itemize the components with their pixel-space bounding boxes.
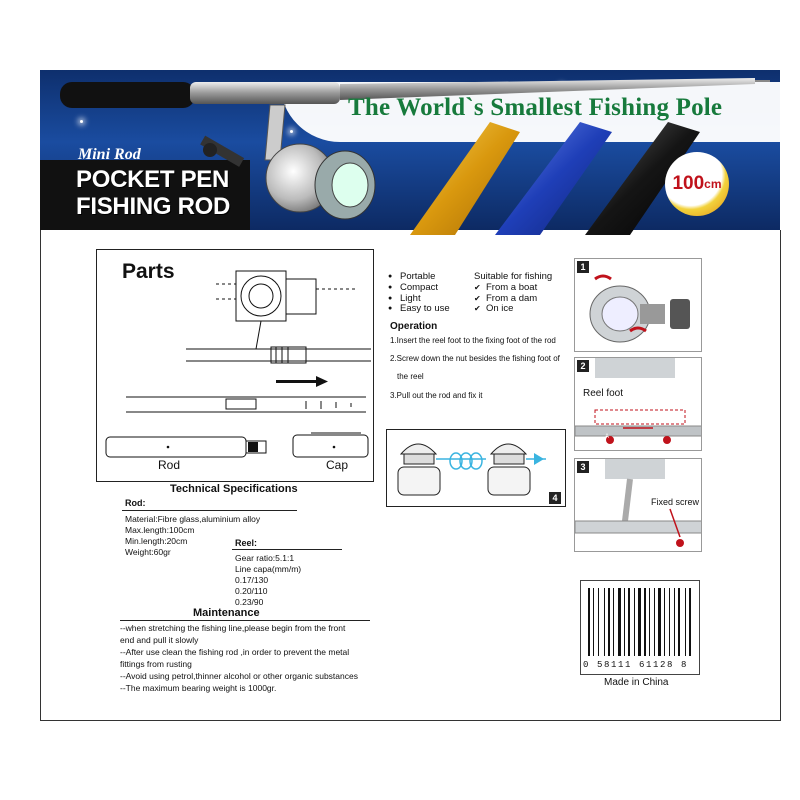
frame-left xyxy=(40,230,41,720)
barcode-bar xyxy=(638,588,641,656)
fixed-screw-label: Fixed screw xyxy=(651,497,700,507)
maintenance-line: fittings from rusting xyxy=(120,659,192,669)
product-title-line1: POCKET PEN xyxy=(76,166,230,193)
rod-spec-item: Min.length:20cm xyxy=(125,536,188,546)
parts-diagram xyxy=(96,249,374,482)
step2-photo xyxy=(574,357,702,451)
barcode-bar xyxy=(658,588,661,656)
size-unit: cm xyxy=(704,177,722,191)
step1-number: 1 xyxy=(577,261,589,273)
operation-step: 3.Pull out the rod and fix it xyxy=(390,391,483,400)
marker-a-label: A xyxy=(605,434,610,440)
barcode-bar xyxy=(689,588,691,656)
step2-number: 2 xyxy=(577,360,589,372)
frame-right xyxy=(780,230,781,720)
suitable-title: Suitable for fishing xyxy=(474,271,553,282)
step1-reel-image xyxy=(575,259,702,352)
barcode-bar xyxy=(608,588,610,656)
barcode-bar xyxy=(628,588,630,656)
rod-spec-item: Max.length:100cm xyxy=(125,525,195,535)
barcode-bar xyxy=(649,588,650,656)
operation-step: 2.Screw down the nut besides the fishing foot of xyxy=(390,354,560,363)
maintenance-line: end and pull it slowly xyxy=(120,635,199,645)
maintenance-line: --Avoid using petrol,thinner alcohol or other organic substances xyxy=(120,671,358,681)
maintenance-line: --After use clean the fishing rod ,in order to prevent the metal xyxy=(120,647,350,657)
suitable-item: ✔ From a boat xyxy=(474,283,552,294)
size-value: 100 xyxy=(672,173,705,194)
barcode-bar xyxy=(624,588,625,656)
barcode-bar xyxy=(685,588,686,656)
feature-item: ● Light xyxy=(388,294,450,305)
gold-pen-illustration xyxy=(410,122,520,235)
barcode-bar xyxy=(588,588,590,656)
suitable-list xyxy=(474,272,552,315)
step1-photo xyxy=(574,258,702,352)
barcode-bar xyxy=(664,588,665,656)
operation-title: Operation xyxy=(390,321,438,332)
barcode-bar xyxy=(604,588,605,656)
maintenance-line: --The maximum bearing weight is 1000gr. xyxy=(120,683,277,693)
maintenance-title: Maintenance xyxy=(193,607,260,619)
step3-photo xyxy=(574,458,702,552)
step4-number: 4 xyxy=(549,492,561,504)
rod-specs-rule xyxy=(122,510,297,511)
step2-reel-image xyxy=(575,358,702,451)
barcode-image xyxy=(588,588,692,658)
slogan-heading: The World`s Smallest Fishing Pole xyxy=(348,94,723,121)
reel-spec-item: Gear ratio:5.1:1 xyxy=(235,553,295,563)
feature-item: ● Portable xyxy=(388,272,450,283)
rod-specs-title: Rod: xyxy=(125,498,146,508)
maintenance-line: --when stretching the fishing line,please begin from the front xyxy=(120,623,346,633)
made-in-label: Made in China xyxy=(604,677,669,688)
barcode-bar xyxy=(618,588,621,656)
barcode-bar xyxy=(669,588,670,656)
reel-specs-rule xyxy=(232,549,342,550)
reel-spec-item: 0.20/110 xyxy=(235,586,268,596)
suitable-item: ✔ From a dam xyxy=(474,294,552,305)
operation-step: the reel xyxy=(397,372,424,381)
reel-spec-item: 0.17/130 xyxy=(235,575,269,585)
reel-foot-label: Reel foot xyxy=(583,388,624,399)
rod-label: Rod xyxy=(158,458,181,472)
features-list xyxy=(388,272,450,315)
product-subtitle: Mini Rod xyxy=(78,146,141,163)
size-badge xyxy=(665,152,729,216)
maintenance-rule xyxy=(120,620,370,621)
rod-spec-item: Weight:60gr xyxy=(125,547,171,557)
specs-title: Technical Specifications xyxy=(170,483,298,495)
barcode-bar xyxy=(613,588,614,656)
barcode-digits: 0 58111 61128 8 xyxy=(583,660,689,670)
barcode-bar xyxy=(598,588,599,656)
feature-item: ● Easy to use xyxy=(388,304,450,315)
feature-item: ● Compact xyxy=(388,283,450,294)
barcode-bar xyxy=(678,588,680,656)
reel-specs-title: Reel: xyxy=(235,538,258,548)
barcode-bar xyxy=(634,588,635,656)
reel-spec-item: 0.23/90 xyxy=(235,597,264,607)
suitable-item: ✔ On ice xyxy=(474,304,552,315)
barcode-bar xyxy=(593,588,594,656)
frame-bottom xyxy=(40,720,781,721)
parts-title: Parts xyxy=(122,260,175,283)
reel-spec-item: Line capa(mm/m) xyxy=(235,564,302,574)
operation-step: 1.Insert the reel foot to the fixing foot of the rod xyxy=(390,336,556,345)
step3-number: 3 xyxy=(577,461,589,473)
barcode-bar xyxy=(674,588,675,656)
step4-diagram xyxy=(386,429,566,507)
barcode-bar xyxy=(654,588,655,656)
cap-label: Cap xyxy=(326,458,349,472)
rod-spec-item: Material:Fibre glass,aluminium alloy xyxy=(125,514,261,524)
barcode-bar xyxy=(644,588,646,656)
product-title-line2: FISHING ROD xyxy=(76,193,231,220)
